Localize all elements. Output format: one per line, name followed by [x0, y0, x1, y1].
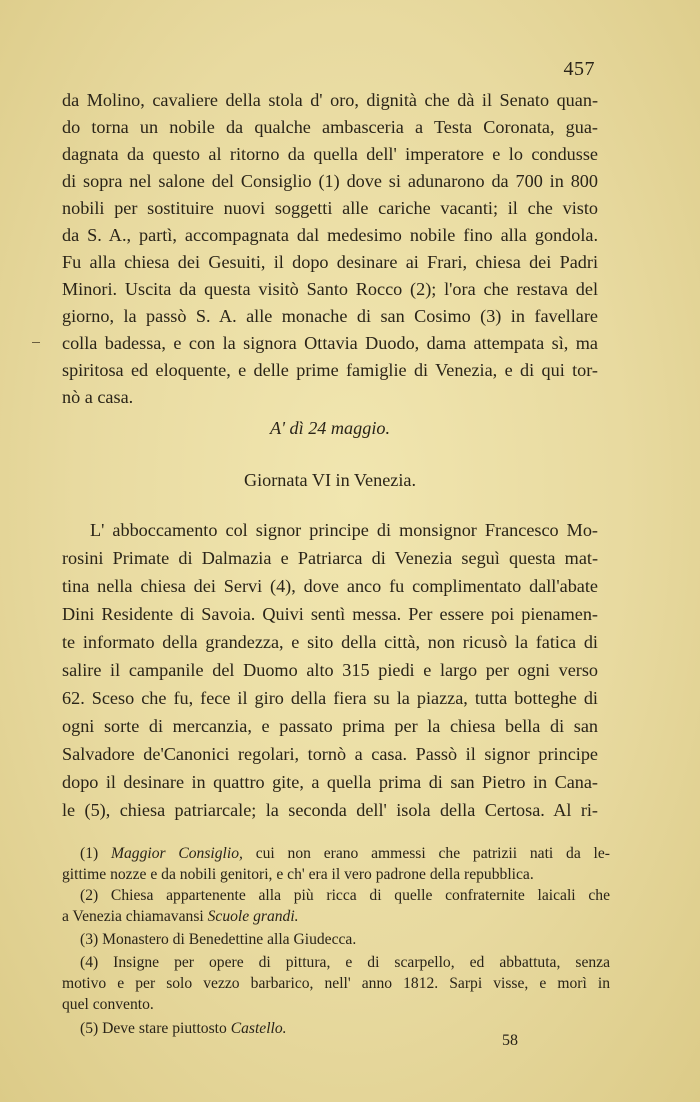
body-line: Salvadore de'Canonici regolari, tornò a casa. Passò il signor principe	[62, 744, 598, 764]
body-line: Fu alla chiesa dei Gesuiti, il dopo desinare ai Frari, chiesa dei Padri	[62, 252, 598, 272]
day-heading: Giornata VI in Venezia.	[243, 470, 417, 490]
page-number: 457	[563, 58, 595, 80]
body-line: spiritosa ed eloquente, e delle prime famiglie di Venezia, e di qui tor-	[62, 360, 598, 380]
body-line: le (5), chiesa patriarcale; la seconda dell' isola della Certosa. Al ri-	[62, 800, 598, 820]
body-line: colla badessa, e con la signora Ottavia Duodo, dama attempata sì, ma	[62, 333, 598, 353]
body-line: da Molino, cavaliere della stola d' oro, dignità che dà il Senato quan-	[62, 90, 598, 110]
footnote-1-text: cui non erano ammessi che patrizii nati da le-	[242, 845, 610, 862]
date-heading: A' dì 24 maggio.	[269, 418, 391, 438]
body-line	[62, 518, 598, 542]
body-line: dagnata da questo al ritorno da quella dell' imperatore e lo condusse	[62, 144, 598, 164]
footnote-2: (2) Chiesa appartenente alla più ricca di quelle confraternite laicali che	[80, 887, 610, 904]
body-line-text: L' abboccamento col signor principe di monsignor Francesco Mo-	[90, 520, 598, 540]
footnote-2-cont	[62, 906, 610, 927]
body-line: 62. Sceso che fu, fece il giro della fiera su la piazza, tutta botteghe di	[62, 688, 598, 708]
footnote-5	[62, 1018, 610, 1039]
body-line: tina nella chiesa dei Servi (4), dove anco fu complimentato dall'abate	[62, 576, 598, 596]
footnote-4-cont: motivo e per solo vezzo barbarico, nell' anno 1812. Sarpi visse, e morì in	[62, 975, 610, 992]
footnote-1	[62, 843, 610, 864]
body-line: da S. A., partì, accompagnata dal medesimo nobile fino alla gondola.	[62, 225, 598, 245]
footnote-3: (3) Monastero di Benedettine alla Giudecca.	[80, 931, 357, 948]
body-line: nò a casa.	[62, 387, 134, 407]
footnote-2-text: a Venezia chiamavansi	[62, 908, 208, 925]
footnote-1-mark: (1)	[80, 845, 99, 862]
body-line: Minori. Uscita da questa visitò Santo Rocco (2); l'ora che restava del	[62, 279, 598, 299]
body-line: di sopra nel salone del Consiglio (1) dove si adunarono da 700 in 800	[62, 171, 598, 191]
body-line: giorno, la passò S. A. alle monache di san Cosimo (3) in favellare	[62, 306, 598, 326]
signature-mark: 58	[502, 1032, 518, 1049]
footnote-1-cont: gittime nozze e da nobili genitori, e ch' era il vero padrone della repubblica.	[62, 866, 534, 883]
body-line: Dini Residente di Savoia. Quivi sentì messa. Per essere poi pienamen-	[62, 604, 598, 624]
footnote-2-italic: Scuole grandi.	[207, 908, 299, 925]
body-line: dopo il desinare in quattro gite, a quella prima di san Pietro in Cana-	[62, 772, 598, 792]
body-line: do torna un nobile da qualche ambasceria a Testa Coronata, gua-	[62, 117, 598, 137]
body-line: te informato della grandezza, e sito della città, non ricusò la fatica di	[62, 632, 598, 652]
footnote-1-italic: Maggior Consiglio,	[110, 845, 243, 862]
footnote-4-cont: quel convento.	[62, 996, 154, 1013]
footnote-5-italic: Castello.	[230, 1020, 287, 1037]
body-line: nobili per sostituire nuovi soggetti alle cariche vacanti; il che visto	[62, 198, 598, 218]
body-line: rosini Primate di Dalmazia e Patriarca di Venezia seguì questa mat-	[62, 548, 598, 568]
footnote-4: (4) Insigne per opere di pittura, e di scarpello, ed abbattuta, senza	[80, 954, 610, 971]
body-line: ogni sorte di mercanzia, e passato prima per la chiesa bella di san	[62, 716, 598, 736]
margin-mark	[32, 342, 40, 343]
body-line: salire il campanile del Duomo alto 315 piedi e largo per ogni verso	[62, 660, 598, 680]
footnote-5-text: (5) Deve stare piuttosto	[80, 1020, 231, 1037]
